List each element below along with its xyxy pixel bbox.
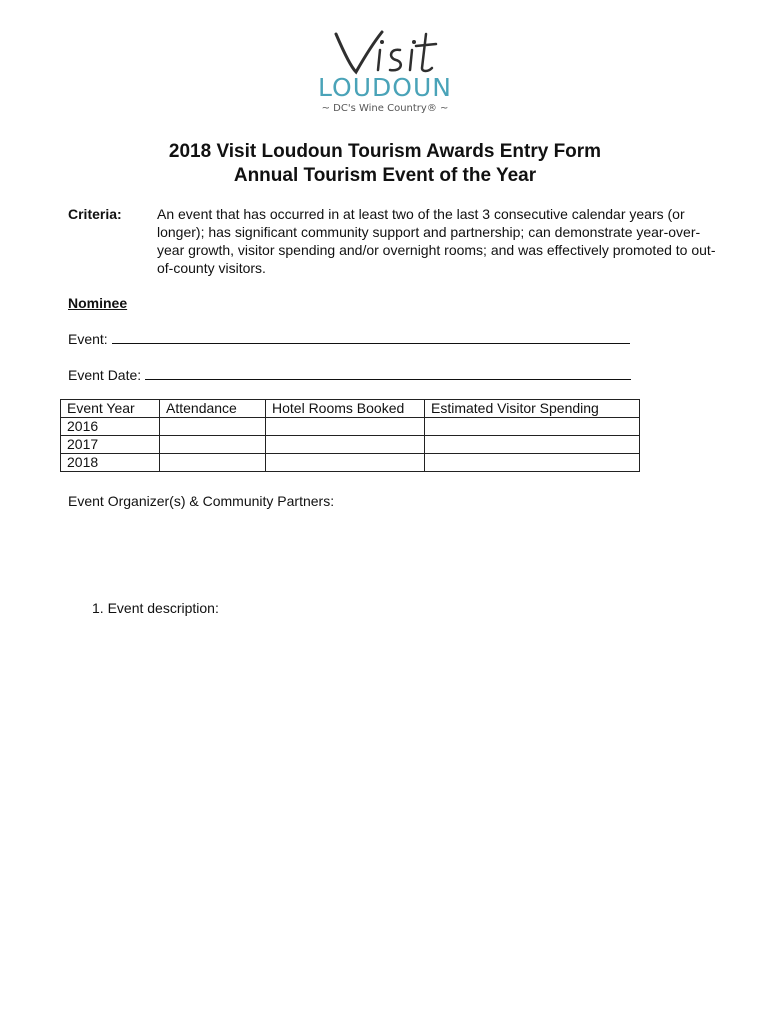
header-hotel-rooms: Hotel Rooms Booked xyxy=(266,400,425,418)
event-label: Event: xyxy=(68,331,108,347)
table-header-row xyxy=(61,400,640,418)
visit-loudoun-logo xyxy=(300,28,470,120)
organizers-label: Event Organizer(s) & Community Partners: xyxy=(68,493,335,509)
attendance-cell[interactable] xyxy=(160,454,266,472)
event-stats-table xyxy=(60,399,640,472)
visitor-spending-cell[interactable] xyxy=(425,436,640,454)
form-title-line2: Annual Tourism Event of the Year xyxy=(233,165,537,186)
form-title-line1: 2018 Visit Loudoun Tourism Awards Entry Form xyxy=(168,141,602,162)
event-blank-line[interactable] xyxy=(112,329,630,344)
event-description-label: 1. Event description: xyxy=(92,600,219,616)
logo-wordmark: LOUDOUN xyxy=(318,73,452,102)
year-cell: 2018 xyxy=(61,454,160,472)
attendance-cell[interactable] xyxy=(160,436,266,454)
event-field[interactable] xyxy=(68,329,630,348)
header-visitor-spending: Estimated Visitor Spending xyxy=(425,400,640,418)
form-title xyxy=(0,140,770,188)
visitor-spending-cell[interactable] xyxy=(425,418,640,436)
criteria-text: An event that has occurred in at least two of the last 3 consecutive calendar years (or longer); has significant community support and partnership; can demonstrate year-over-year growth, visitor spending and/or overnight rooms; and was effectively promoted to out-of-county visitors. xyxy=(157,206,716,276)
year-cell: 2017 xyxy=(61,436,160,454)
event-date-blank-line[interactable] xyxy=(145,365,631,380)
hotel-rooms-cell[interactable] xyxy=(266,436,425,454)
event-date-field[interactable] xyxy=(68,365,631,384)
header-event-year: Event Year xyxy=(61,400,160,418)
table-row xyxy=(61,418,640,436)
event-date-label: Event Date: xyxy=(68,367,142,383)
hotel-rooms-cell[interactable] xyxy=(266,454,425,472)
nominee-heading: Nominee xyxy=(68,295,128,311)
attendance-cell[interactable] xyxy=(160,418,266,436)
hotel-rooms-cell[interactable] xyxy=(266,418,425,436)
visitor-spending-cell[interactable] xyxy=(425,454,640,472)
logo-tagline: ~ DC's Wine Country® ~ xyxy=(321,103,449,114)
criteria-label: Criteria: xyxy=(68,206,122,222)
table-row xyxy=(61,454,640,472)
table-row xyxy=(61,436,640,454)
year-cell: 2016 xyxy=(61,418,160,436)
header-attendance: Attendance xyxy=(160,400,266,418)
visit-script-logo xyxy=(330,28,440,78)
